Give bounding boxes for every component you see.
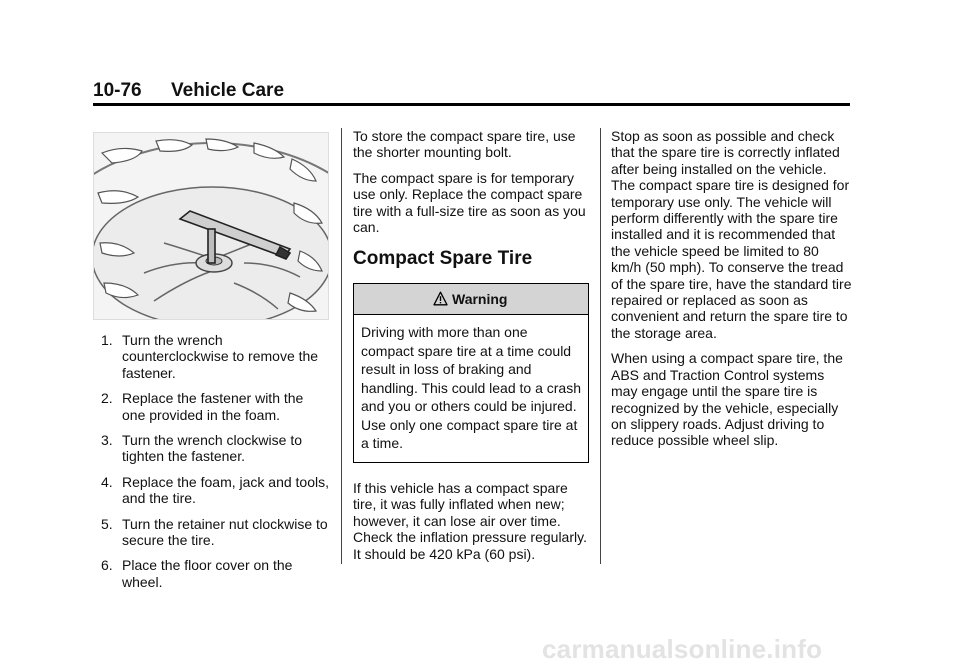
header-rule [93, 103, 850, 106]
warning-box [353, 283, 589, 463]
list-item: 5. Turn the retainer nut clockwise to secure the tire. [101, 515, 328, 549]
column-2 [353, 128, 591, 571]
warning-header [354, 284, 588, 315]
list-item: 6. Place the floor cover on the wheel. [101, 557, 293, 590]
column-divider [341, 128, 342, 564]
list-item: 4. Replace the foam, jack and tools, and the tire. [101, 473, 330, 507]
list-item: 1. Turn the wrench counterclockwise to remove the fastener. [101, 332, 319, 381]
spare-tire-wrench-illustration [93, 132, 329, 320]
paragraph: The compact spare is for temporary use only. Replace the compact spare tire with a full-size tire as soon as you can. [353, 169, 586, 236]
section-heading: Compact Spare Tire [353, 248, 533, 270]
warning-triangle-icon [433, 291, 448, 309]
warning-text: Driving with more than one compact spare tire at a time could result in loss of braking and handling. This could lead to a crash and you or others could be injured. Use only one compact spare tire at a time. [361, 324, 581, 452]
paragraph: Stop as soon as possible and check that the spare tire is correctly inflated after being installed on the vehicle. The compact spare tire is designed for temporary use only. The vehicle will perform differently with the spare tire installed and it is recommended that the vehicle speed be limited to 80 km/h (50 mph). To conserve the tread of the spare tire, have the standard tire repaired or replaced as soon as convenient and return the spare tire to the storage area. [611, 128, 852, 341]
column-divider [600, 128, 601, 564]
list-item: 3. Turn the wrench clockwise to tighten the fastener. [101, 432, 302, 465]
paragraph: If this vehicle has a compact spare tire, it was fully inflated when new; however, it can lose air over time. Check the inflation pressure regularly. It should be 420 kPa (60 psi). [353, 479, 587, 562]
warning-title: Warning [452, 291, 508, 308]
list-item: 2. Replace the fastener with the one provided in the foam. [101, 390, 304, 423]
column-3 [611, 128, 853, 458]
section-title: Vehicle Care [171, 80, 285, 101]
paragraph: To store the compact spare tire, use the shorter mounting bolt. [353, 128, 576, 161]
procedure-steps [93, 332, 329, 590]
illustration-svg [94, 133, 328, 319]
watermark: carmanualsonline.info [542, 634, 823, 664]
page-number: 10-76 [93, 80, 142, 101]
column-1 [93, 132, 329, 599]
paragraph: When using a compact spare tire, the ABS and Traction Control systems may engage until the spare tire is recognized by the vehicle, especially on slippery roads. Adjust driving to reduce possible wheel slip. [611, 350, 843, 449]
